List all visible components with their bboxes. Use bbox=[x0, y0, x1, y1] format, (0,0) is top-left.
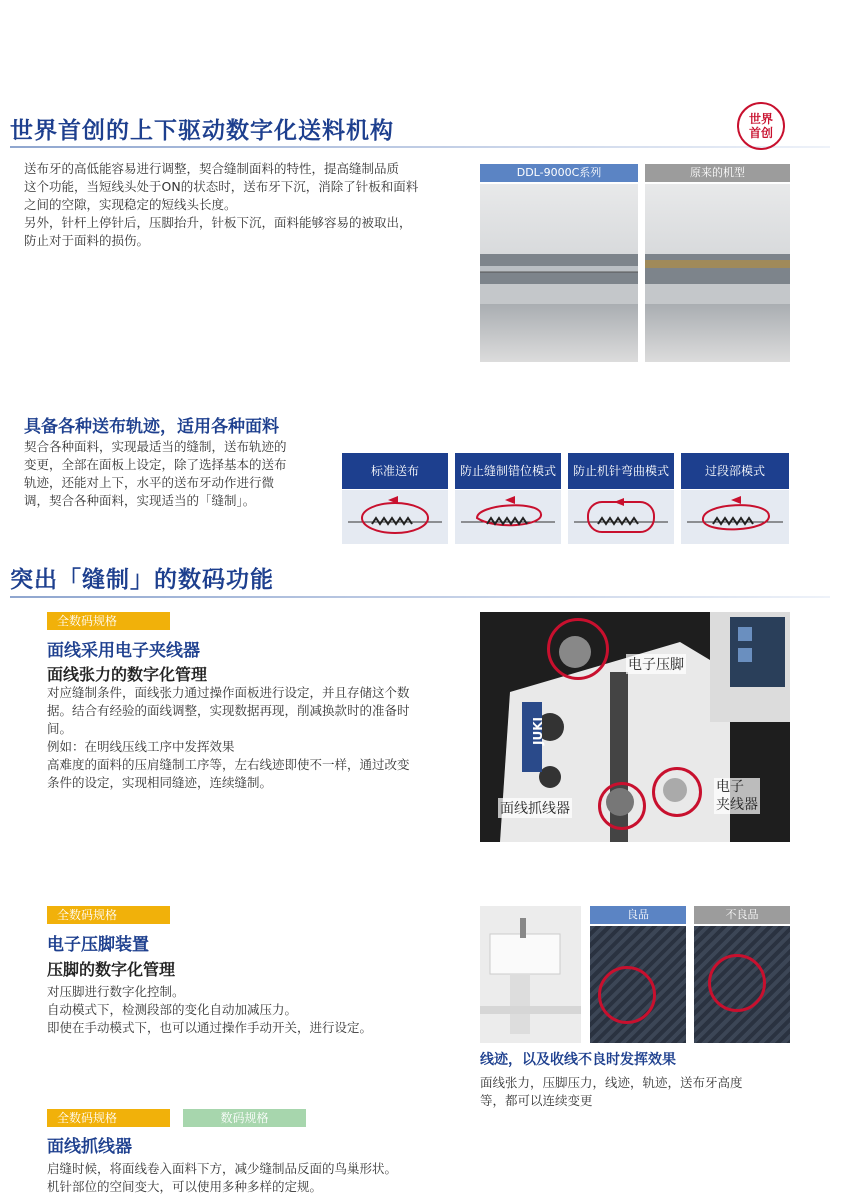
feed-trajectory-icon bbox=[455, 490, 561, 544]
label-line: 电子 bbox=[716, 779, 744, 795]
feed-trajectory-icon bbox=[342, 490, 448, 544]
mode-step-diagram bbox=[681, 490, 789, 544]
tension-highlight-circle bbox=[652, 767, 702, 817]
para-line: 调，契合各种面料，实现适当的「缝制」。 bbox=[24, 493, 256, 508]
para-line: 对压脚进行数字化控制。 bbox=[47, 984, 185, 999]
good-product-caption: 良品 bbox=[590, 906, 686, 924]
new-model-photo bbox=[480, 184, 638, 362]
machine-stand-illustration bbox=[480, 906, 581, 1043]
electronic-tension-label bbox=[714, 778, 760, 814]
badge-line-2: 首创 bbox=[748, 126, 773, 140]
para-line: 机针部位的空间变大，可以使用多种多样的定规。 bbox=[47, 1179, 323, 1194]
para-line: 据。结合有经验的面线调整，实现数据再现，削减换款时的准备时 bbox=[47, 703, 410, 718]
digital-tag: 数码规格 bbox=[183, 1109, 306, 1127]
para-line: 自动模式下，检测段部的变化自动加减压力。 bbox=[47, 1002, 298, 1017]
para-line: 即使在手动模式下，也可以通过操作手动开关，进行设定。 bbox=[47, 1020, 373, 1035]
mode-anti-shift-header: 防止缝制错位模式 bbox=[455, 453, 561, 489]
world-first-badge bbox=[737, 102, 785, 150]
para-line: 面线张力，压脚压力，线迹，轨迹，送布牙高度 bbox=[480, 1075, 743, 1090]
para-line: 防止对于面料的损伤。 bbox=[24, 233, 150, 248]
section1-title: 世界首创的上下驱动数字化送料机构 bbox=[10, 118, 394, 144]
mode-anti-bend-header: 防止机针弯曲模式 bbox=[568, 453, 674, 489]
mode-standard-header: 标准送布 bbox=[342, 453, 448, 489]
full-digital-tag: 全数码规格 bbox=[47, 906, 170, 924]
old-model-photo bbox=[645, 184, 790, 362]
badge-line-1: 世界 bbox=[748, 112, 773, 126]
feature2-paragraph bbox=[47, 983, 467, 1037]
mode-anti-shift-diagram bbox=[455, 490, 561, 544]
feature2-subtitle: 压脚的数字化管理 bbox=[47, 960, 176, 979]
section2-title: 具备各种送布轨迹，适用各种面料 bbox=[24, 417, 279, 437]
bad-product-caption: 不良品 bbox=[694, 906, 790, 924]
full-digital-tag: 全数码规格 bbox=[47, 1109, 170, 1127]
feature1-subtitle: 面线张力的数字化管理 bbox=[47, 665, 208, 684]
feed-dog-illustration bbox=[480, 184, 638, 362]
section2-paragraph bbox=[24, 438, 334, 510]
feature3-title: 面线抓线器 bbox=[47, 1137, 132, 1157]
para-line: 对应缝制条件，面线张力通过操作面板进行设定，并且存储这个数 bbox=[47, 685, 410, 700]
section3-title: 突出「缝制」的数码功能 bbox=[10, 567, 274, 593]
full-digital-tag: 全数码规格 bbox=[47, 612, 170, 630]
label-line: 夹线器 bbox=[716, 797, 758, 813]
mode-anti-bend-diagram bbox=[568, 490, 674, 544]
para-line: 例如：在明线压线工序中发挥效果 bbox=[47, 739, 235, 754]
good-highlight-circle bbox=[598, 966, 656, 1024]
para-line: 之间的空隙，实现稳定的短线头长度。 bbox=[24, 197, 237, 212]
feed-trajectory-icon bbox=[568, 490, 674, 544]
para-line: 轨迹，还能对上下，水平的送布牙动作进行微 bbox=[24, 475, 275, 490]
feature3-paragraph bbox=[47, 1160, 467, 1196]
para-line: 这个功能，当短线头处于ON的状态时，送布牙下沉，消除了针板和面料 bbox=[24, 179, 419, 194]
section1-rule bbox=[10, 146, 830, 148]
feature1-paragraph bbox=[47, 684, 467, 792]
section1-paragraph bbox=[24, 160, 469, 250]
mode-standard-diagram bbox=[342, 490, 448, 544]
feature1-title: 面线采用电子夹线器 bbox=[47, 641, 200, 661]
new-model-caption: DDL-9000C系列 bbox=[480, 164, 638, 182]
feature2-result-title: 线迹，以及收线不良时发挥效果 bbox=[480, 1052, 676, 1068]
feature2-result-paragraph bbox=[480, 1074, 795, 1110]
para-line: 契合各种面料，实现最适当的缝制，送布轨迹的 bbox=[24, 439, 287, 454]
para-line: 间。 bbox=[47, 721, 73, 736]
para-line: 启缝时候，将面线卷入面料下方，减少缝制品反面的鸟巢形状。 bbox=[47, 1161, 398, 1176]
para-line: 变更，全部在面板上设定，除了选择基本的送布 bbox=[24, 457, 287, 472]
bad-highlight-circle bbox=[708, 954, 766, 1012]
machine-head-photo bbox=[480, 612, 790, 842]
wiper-highlight-circle bbox=[598, 782, 646, 830]
feature2-title: 电子压脚装置 bbox=[47, 935, 149, 955]
electronic-presser-label: 电子压脚 bbox=[626, 654, 686, 674]
thread-wiper-label: 面线抓线器 bbox=[498, 798, 572, 818]
section3-rule bbox=[10, 596, 830, 598]
feed-dog-illustration-old bbox=[645, 184, 790, 362]
para-line: 条件的设定，实现相同缝迹，连续缝制。 bbox=[47, 775, 273, 790]
para-line: 等，都可以连续变更 bbox=[480, 1093, 593, 1108]
mode-step-header: 过段部模式 bbox=[681, 453, 789, 489]
machine-stand-photo bbox=[480, 906, 581, 1043]
juki-logo: JUKI bbox=[530, 717, 545, 745]
para-line: 另外，针杆上停针后，压脚抬升，针板下沉，面料能够容易的被取出， bbox=[24, 215, 412, 230]
bad-denim-photo bbox=[694, 926, 790, 1043]
para-line: 高难度的面料的压肩缝制工序等，左右线迹即使不一样，通过改变 bbox=[47, 757, 410, 772]
old-model-caption: 原来的机型 bbox=[645, 164, 790, 182]
para-line: 送布牙的高低能容易进行调整，契合缝制面料的特性，提高缝制品质 bbox=[24, 161, 400, 176]
good-denim-photo bbox=[590, 926, 686, 1043]
presser-highlight-circle bbox=[547, 618, 609, 680]
feed-trajectory-icon bbox=[681, 490, 789, 544]
